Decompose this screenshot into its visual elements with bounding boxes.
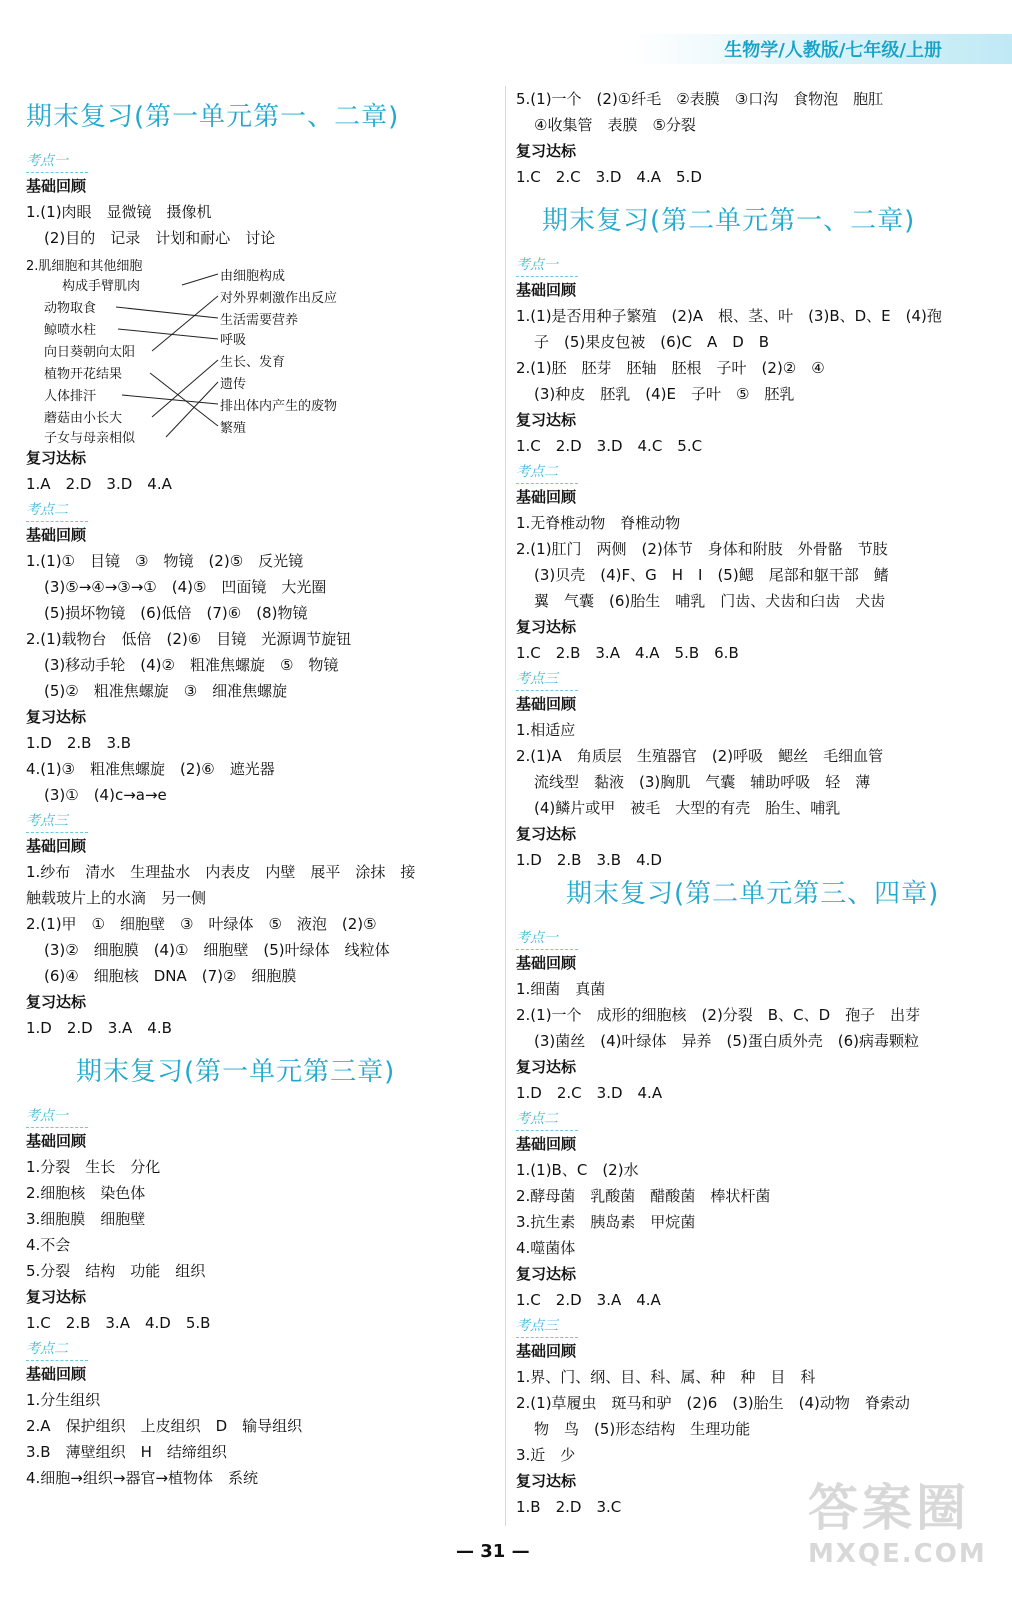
answer-line: (3)① (4)c→a→e [44, 786, 167, 804]
match-left-item: 动物取食 [44, 301, 97, 316]
kaodian-label: 考点一 [516, 254, 578, 277]
target-heading: 复习达标 [26, 993, 87, 1011]
watermark-text: 答案圈 [808, 1479, 970, 1537]
answer-line: 1.(1)肉眼 显微镜 摄像机 [26, 203, 212, 221]
answer-line: 1.分裂 生长 分化 [26, 1158, 161, 1176]
review-heading: 基础回顾 [26, 837, 87, 855]
answer-line: 物 鸟 (5)形态结构 生理功能 [534, 1420, 751, 1438]
chapter-title-4: 期末复习(第二单元第三、四章) [566, 879, 940, 909]
target-heading: 复习达标 [516, 825, 577, 843]
target-heading: 复习达标 [26, 1288, 87, 1306]
match-left-item: 2.肌细胞和其他细胞 [26, 259, 143, 274]
kaodian-label: 考点二 [516, 1108, 578, 1131]
match-right-item: 排出体内产生的废物 [220, 399, 338, 414]
match-right-item: 繁殖 [220, 421, 247, 436]
answer-line: (3)贝壳 (4)F、G H I (5)鳃 尾部和躯干部 鳍 [534, 566, 889, 584]
chapter-title-3: 期末复习(第二单元第一、二章) [542, 206, 916, 236]
answer-line: (5)② 粗准焦螺旋 ③ 细准焦螺旋 [44, 682, 288, 700]
review-heading: 基础回顾 [516, 281, 577, 299]
match-left-item: 向日葵朝向太阳 [44, 345, 136, 360]
answer-line: 1.C 2.C 3.D 4.A 5.D [516, 168, 702, 186]
kaodian-label: 考点三 [516, 668, 578, 691]
answer-line: 2.(1)一个 成形的细胞核 (2)分裂 B、C、D 孢子 出芽 [516, 1006, 921, 1024]
match-right-item: 生活需要营养 [220, 313, 299, 328]
column-divider [505, 86, 506, 1526]
left-column [26, 86, 501, 1491]
review-heading: 基础回顾 [26, 1132, 87, 1150]
match-line [182, 274, 218, 285]
kaodian-label: 考点二 [26, 1338, 88, 1361]
kaodian-label: 考点一 [26, 150, 88, 173]
answer-line: 1.纱布 清水 生理盐水 内表皮 内壁 展平 涂抹 接 [26, 863, 416, 881]
match-right-item: 对外界刺激作出反应 [220, 291, 338, 306]
kaodian-label: 考点一 [26, 1105, 88, 1128]
target-heading: 复习达标 [516, 618, 577, 636]
page-number: — 31 — [456, 1541, 530, 1562]
answer-line: 1.分生组织 [26, 1391, 101, 1409]
answer-line: 1.(1)① 目镜 ③ 物镜 (2)⑤ 反光镜 [26, 552, 304, 570]
answer-line: (2)目的 记录 计划和耐心 讨论 [44, 229, 276, 247]
answer-line: 1.D 2.B 3.B [26, 734, 132, 752]
match-line [152, 296, 218, 351]
target-heading: 复习达标 [516, 1058, 577, 1076]
answer-line: 1.B 2.D 3.C [516, 1498, 622, 1516]
answer-line: 1.(1)是否用种子繁殖 (2)A 根、茎、叶 (3)B、D、E (4)孢 [516, 307, 942, 325]
answer-line: 1.细菌 真菌 [516, 980, 606, 998]
answer-line: 2.细胞核 染色体 [26, 1184, 146, 1202]
match-left-item: 子女与母亲相似 [44, 431, 136, 446]
answer-line: 1.(1)B、C (2)水 [516, 1161, 639, 1179]
kaodian-label: 考点三 [516, 1315, 578, 1338]
answer-line: ④收集管 表膜 ⑤分裂 [534, 116, 696, 134]
match-right-item: 遗传 [220, 377, 247, 392]
answer-line: 1.A 2.D 3.D 4.A [26, 475, 172, 493]
target-heading: 复习达标 [26, 449, 87, 467]
answer-line: 3.近 少 [516, 1446, 576, 1464]
review-heading: 基础回顾 [516, 488, 577, 506]
page-header-band [632, 34, 1012, 64]
answer-line: 1.界、门、纲、目、科、属、种 种 目 科 [516, 1368, 816, 1386]
answer-line: 4.噬菌体 [516, 1239, 576, 1257]
match-left-item: 蘑菇由小长大 [44, 411, 123, 426]
answer-line: 1.C 2.D 3.D 4.C 5.C [516, 437, 703, 455]
target-heading: 复习达标 [516, 411, 577, 429]
kaodian-label: 考点一 [516, 927, 578, 950]
answer-line: 翼 气囊 (6)胎生 哺乳 门齿、犬齿和臼齿 犬齿 [534, 592, 886, 610]
answer-line: 3.抗生素 胰岛素 甲烷菌 [516, 1213, 696, 1231]
answer-line: 3.B 薄壁组织 H 结缔组织 [26, 1443, 227, 1461]
match-lines [26, 253, 226, 441]
match-left-item: 构成手臂肌肉 [62, 279, 141, 294]
answer-line: 1.C 2.B 3.A 4.D 5.B [26, 1314, 211, 1332]
answer-line: 子 (5)果皮包被 (6)C A D B [534, 333, 770, 351]
answer-line: (3)菌丝 (4)叶绿体 异养 (5)蛋白质外壳 (6)病毒颗粒 [534, 1032, 919, 1050]
answer-line: 2.(1)胚 胚芽 胚轴 胚根 子叶 (2)② ④ [516, 359, 825, 377]
answer-line: 3.细胞膜 细胞壁 [26, 1210, 146, 1228]
answer-line: 2.(1)载物台 低倍 (2)⑥ 目镜 光源调节旋钮 [26, 630, 352, 648]
match-right-item: 呼吸 [220, 333, 247, 348]
target-heading: 复习达标 [516, 1472, 577, 1490]
target-heading: 复习达标 [516, 1265, 577, 1283]
target-heading: 复习达标 [26, 708, 87, 726]
answer-line: (6)④ 细胞核 DNA (7)② 细胞膜 [44, 967, 297, 985]
answer-line: 2.A 保护组织 上皮组织 D 输导组织 [26, 1417, 303, 1435]
answer-line: 1.C 2.D 3.A 4.A [516, 1291, 661, 1309]
chapter-title-1: 期末复习(第一单元第一、二章) [26, 102, 400, 132]
book-subject-title: 生物学/人教版/七年级/上册 [724, 40, 942, 61]
answer-line: 4.(1)③ 粗准焦螺旋 (2)⑥ 遮光器 [26, 760, 275, 778]
match-left-item: 鲸喷水柱 [44, 323, 97, 338]
answer-line: 2.(1)甲 ① 细胞壁 ③ 叶绿体 ⑤ 液泡 (2)⑤ [26, 915, 377, 933]
answer-line: 2.(1)草履虫 斑马和驴 (2)6 (3)胎生 (4)动物 脊索动 [516, 1394, 910, 1412]
match-right-item: 生长、发育 [220, 355, 286, 370]
kaodian-label: 考点三 [26, 810, 88, 833]
match-left-item: 植物开花结果 [44, 367, 123, 382]
answer-line: 1.C 2.B 3.A 4.A 5.B 6.B [516, 644, 739, 662]
match-line [152, 360, 218, 417]
watermark-url: MXQE.COM [808, 1539, 987, 1569]
answer-line: 1.D 2.B 3.B 4.D [516, 851, 662, 869]
chapter-title-2: 期末复习(第一单元第三章) [76, 1057, 396, 1087]
match-right-item: 由细胞构成 [220, 269, 286, 284]
review-heading: 基础回顾 [516, 1342, 577, 1360]
answer-line: (3)种皮 胚乳 (4)E 子叶 ⑤ 胚乳 [534, 385, 795, 403]
answer-line: 5.(1)一个 (2)①纤毛 ②表膜 ③口沟 食物泡 胞肛 [516, 90, 884, 108]
match-left-item: 人体排汗 [44, 389, 97, 404]
answer-line: 1.D 2.D 3.A 4.B [26, 1019, 172, 1037]
answer-line: (3)⑤→④→③→① (4)⑤ 凹面镜 大光圈 [44, 578, 327, 596]
answer-line: (3)移动手轮 (4)② 粗准焦螺旋 ⑤ 物镜 [44, 656, 339, 674]
answer-line: 5.分裂 结构 功能 组织 [26, 1262, 206, 1280]
answer-line: 触载玻片上的水滴 另一侧 [26, 889, 207, 907]
answer-line: 2.(1)A 角质层 生殖器官 (2)呼吸 鳃丝 毛细血管 [516, 747, 884, 765]
answer-line: 2.(1)肛门 两侧 (2)体节 身体和附肢 外骨骼 节肢 [516, 540, 888, 558]
answer-line: 4.细胞→组织→器官→植物体 系统 [26, 1469, 259, 1487]
match-line [166, 382, 218, 437]
review-heading: 基础回顾 [516, 1135, 577, 1153]
answer-line: 1.相适应 [516, 721, 576, 739]
answer-line: 1.D 2.C 3.D 4.A [516, 1084, 663, 1102]
matching-diagram [26, 253, 501, 446]
kaodian-label: 考点二 [516, 461, 578, 484]
match-line [122, 395, 218, 404]
review-heading: 基础回顾 [516, 954, 577, 972]
review-heading: 基础回顾 [26, 177, 87, 195]
answer-line: (3)② 细胞膜 (4)① 细胞壁 (5)叶绿体 线粒体 [44, 941, 390, 959]
right-column [516, 86, 998, 1520]
answer-line: 1.无脊椎动物 脊椎动物 [516, 514, 681, 532]
answer-line: 2.酵母菌 乳酸菌 醋酸菌 棒状杆菌 [516, 1187, 771, 1205]
kaodian-label: 考点二 [26, 499, 88, 522]
answer-line: (5)损坏物镜 (6)低倍 (7)⑥ (8)物镜 [44, 604, 308, 622]
review-heading: 基础回顾 [516, 695, 577, 713]
review-heading: 基础回顾 [26, 526, 87, 544]
answer-line: 流线型 黏液 (3)胸肌 气囊 辅助呼吸 轻 薄 [534, 773, 871, 791]
review-heading: 基础回顾 [26, 1365, 87, 1383]
target-heading: 复习达标 [516, 142, 577, 160]
answer-line: 4.不会 [26, 1236, 71, 1254]
answer-line: (4)鳞片或甲 被毛 大型的有壳 胎生、哺乳 [534, 799, 841, 817]
watermark-logo [808, 1478, 998, 1588]
